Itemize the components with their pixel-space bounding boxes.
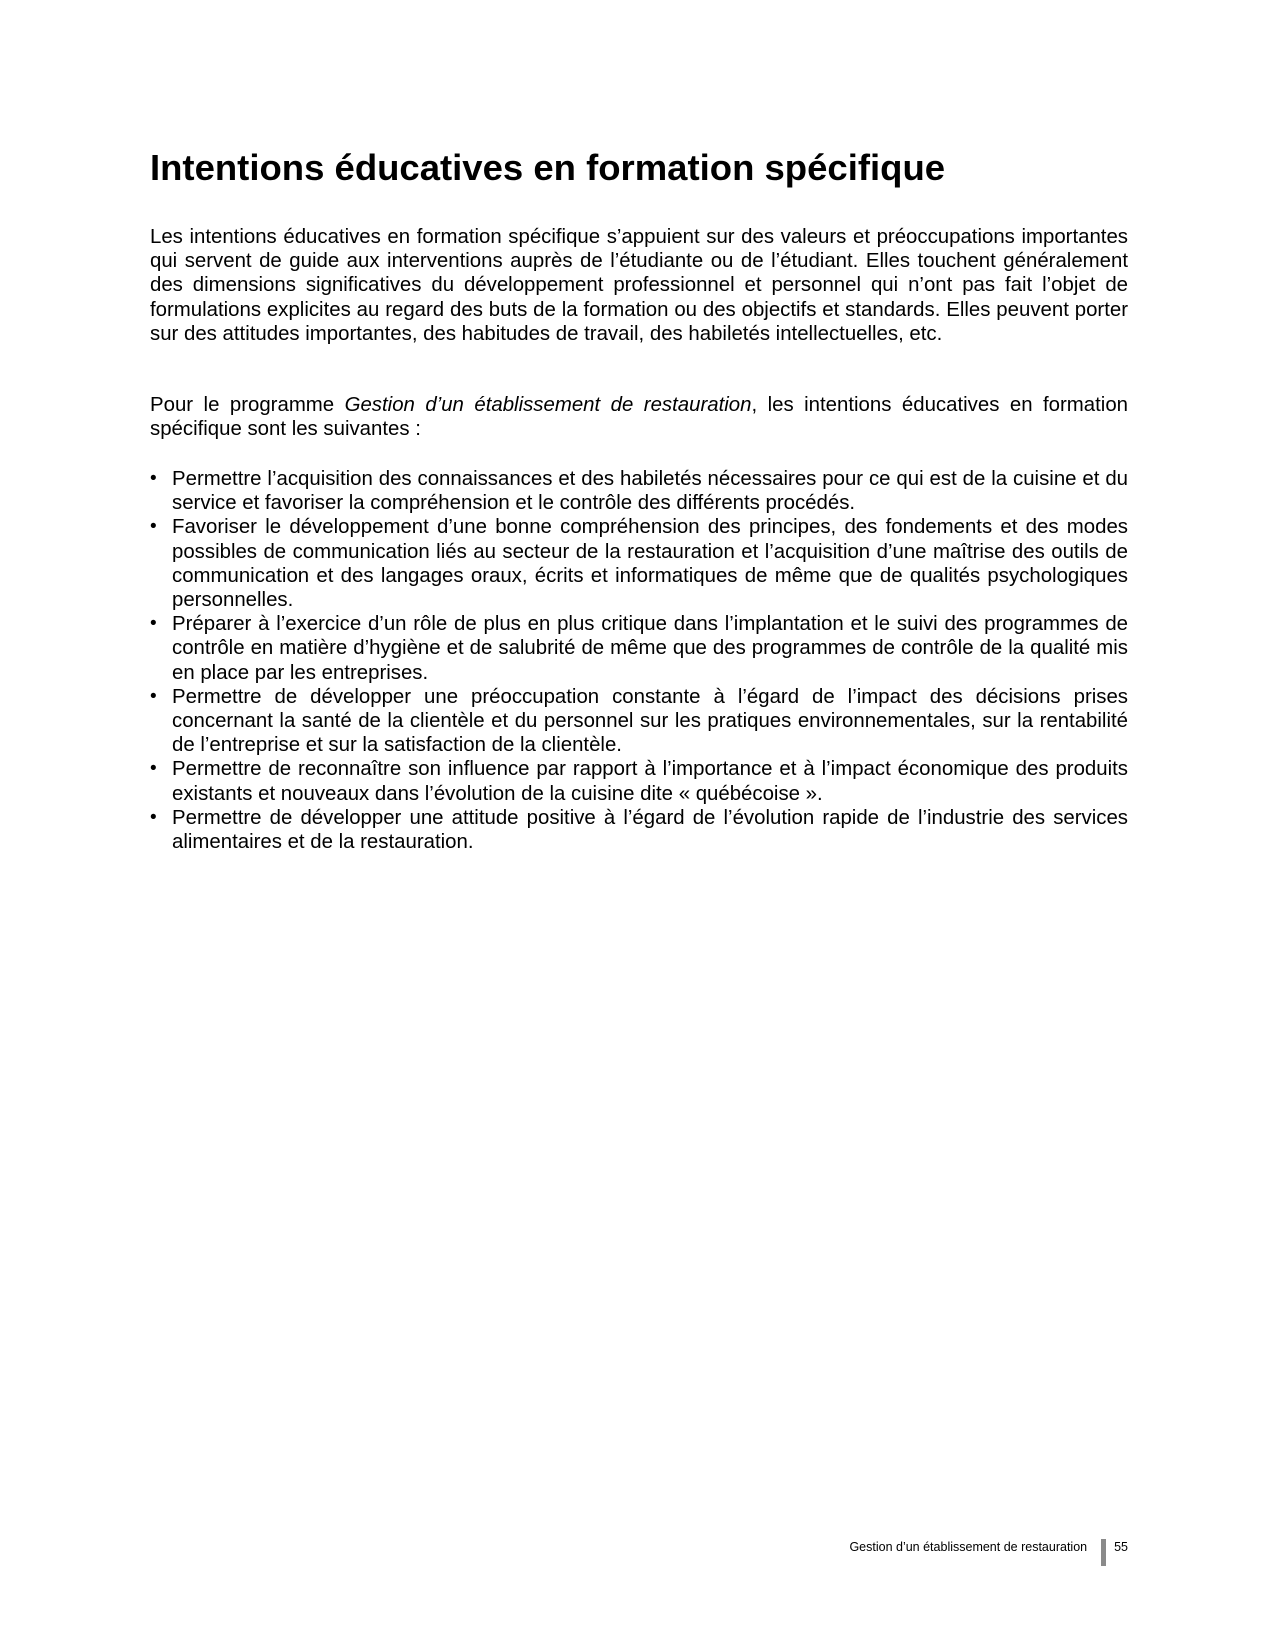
intro-paragraph: Les intentions éducatives en formation spécifique s’appuient sur des valeurs et préoccupations importantes qui servent de guide aux interventions auprès de l’étudiante ou de l’étudiant. Elles touchent généralement des dimensions significatives du développement professionnel et personnel qui n’ont pas fait l’objet de formulations explicites au regard des buts de la formation ou des objectifs et standards. Elles peuvent porter sur des attitudes importantes, des habitudes de travail, des habiletés intellectuelles, etc. <box>150 226 1128 345</box>
intentions-list <box>150 467 1128 854</box>
page-footer <box>849 1539 1128 1569</box>
program-paragraph-lead: Pour le programme <box>150 394 345 416</box>
footer-divider-bar <box>1101 1539 1106 1566</box>
list-item: • Permettre l’acquisition des connaissances et des habiletés nécessaires pour ce qui est de la cuisine et du service et favoriser la compréhension et le contrôle des différents procédés. <box>150 467 1128 515</box>
list-item: • Permettre de reconnaître son influence par rapport à l’importance et à l’impact économique des produits existants et nouveaux dans l’évolution de la cuisine dite « québécoise ». <box>150 757 1128 805</box>
footer-document-title: Gestion d’un établissement de restauration <box>849 1540 1088 1554</box>
list-item: • Préparer à l’exercice d’un rôle de plus en plus critique dans l’implantation et le suivi des programmes de contrôle en matière d’hygiène et de salubrité de même que des programmes de contrôle de la qualité mis en place par les entreprises. <box>150 612 1128 685</box>
program-paragraph <box>150 393 1128 441</box>
list-item: • Permettre de développer une attitude positive à l’égard de l’évolution rapide de l’industrie des services alimentaires et de la restauration. <box>150 806 1128 854</box>
list-item: • Permettre de développer une préoccupation constante à l’égard de l’impact des décisions prises concernant la santé de la clientèle et du personnel sur les pratiques environnementales, sur la rentabilité de l’entreprise et sur la satisfaction de la clientèle. <box>150 685 1128 758</box>
program-paragraph-tail: , les intentions éducatives en formation spécifique sont les suivantes : <box>150 394 1128 441</box>
document-page <box>150 0 1128 1650</box>
page-title: Intentions éducatives en formation spécifique <box>150 147 946 188</box>
page-number: 55 <box>1114 1540 1128 1554</box>
program-name: Gestion d’un établissement de restauration <box>344 394 752 416</box>
list-item: • Favoriser le développement d’une bonne compréhension des principes, des fondements et des modes possibles de communication liés au secteur de la restauration et l’acquisition d’une maîtrise des outils de communication et des langages oraux, écrits et informatiques de même que de qualités psychologiques personnelles. <box>150 515 1128 612</box>
